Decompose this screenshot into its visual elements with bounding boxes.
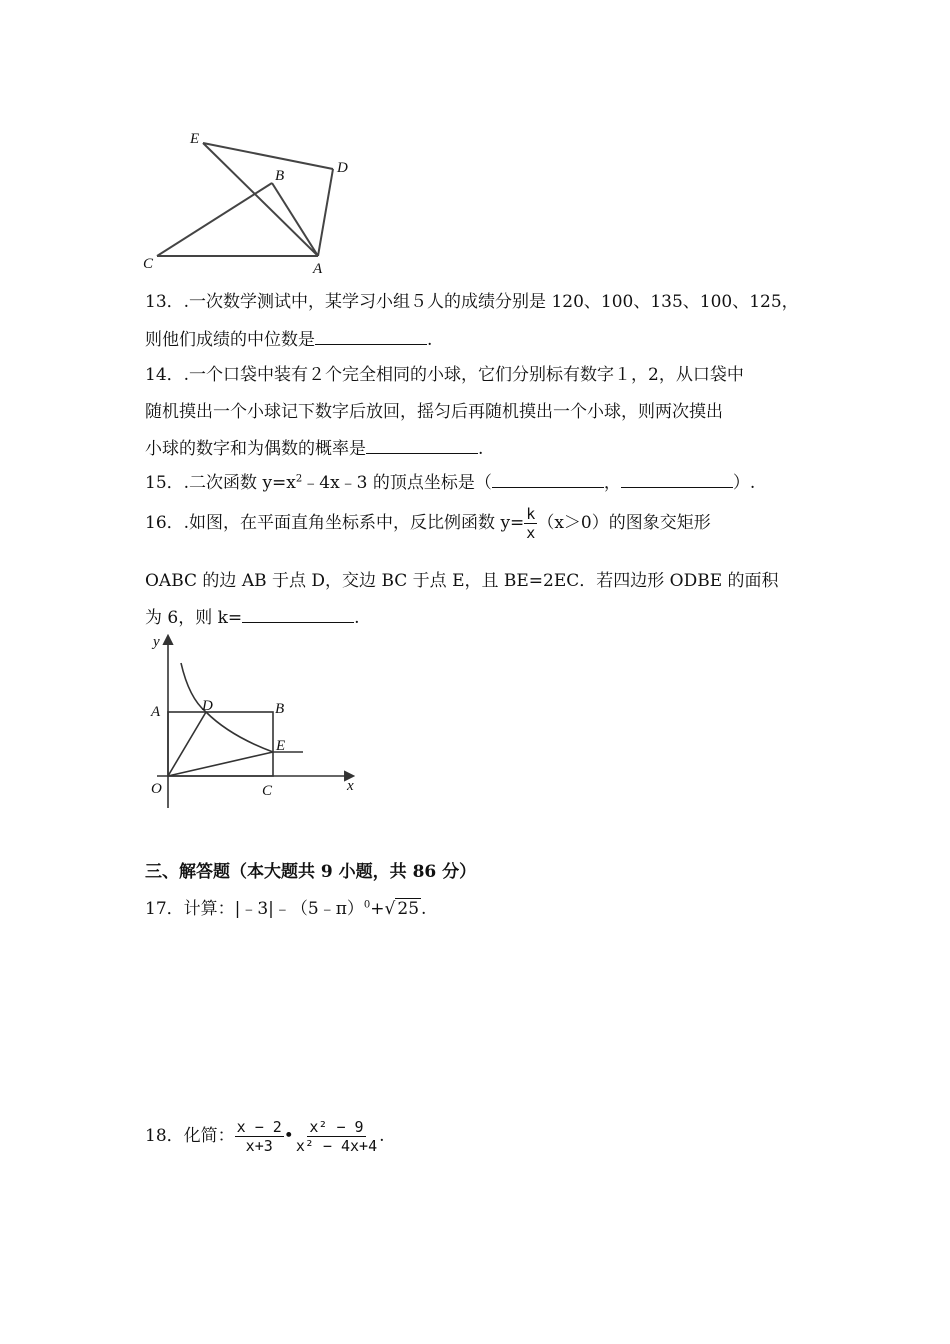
q13-answer-blank[interactable] — [315, 330, 427, 345]
rectangle-oabc — [168, 712, 273, 776]
label-e: E — [276, 738, 286, 754]
q15-answer-blank-x[interactable] — [492, 473, 604, 488]
label-d: D — [337, 160, 348, 176]
q18-dot: • — [283, 1126, 294, 1146]
q15-comma: ， — [603, 473, 621, 493]
q16-line3-suffix: . — [354, 608, 360, 628]
segment-ea — [203, 143, 318, 256]
q15-line — [145, 468, 755, 493]
segment-oe — [168, 752, 273, 776]
q14-line3-prefix: 小球的数字和为偶数的概率是 — [145, 439, 366, 459]
segment-ba — [272, 183, 318, 256]
segment-ed — [203, 143, 333, 169]
q13-line2-prefix: 则他们成绩的中位数是 — [145, 330, 315, 350]
q15-suffix: ）. — [732, 473, 756, 493]
segment-od — [168, 712, 206, 776]
q17-exponent: 0 — [363, 899, 371, 911]
label-c: C — [143, 256, 154, 272]
q18-frac2-denominator: x² − 4x+4 — [295, 1137, 378, 1155]
label-x-axis: x — [347, 778, 354, 794]
label-a: A — [151, 704, 161, 720]
q18-line — [145, 1118, 385, 1155]
q15-middle: ﹣4x﹣3 的顶点坐标是（ — [302, 473, 492, 493]
q18-frac1-numerator: x − 2 — [236, 1118, 282, 1136]
segment-cb — [157, 183, 272, 256]
q15-prefix: 15．.二次函数 y=x — [145, 473, 296, 493]
q16-suffix: （x＞0）的图象交矩形 — [537, 513, 711, 533]
q18-suffix: . — [379, 1126, 385, 1146]
q15-answer-blank-y[interactable] — [621, 473, 733, 488]
figure-coordinate-plane — [145, 628, 365, 813]
q14-line1: 14．.一个口袋中装有２个完全相同的小球，它们分别标有数字１，2，从口袋中 — [145, 365, 744, 385]
q13-line2 — [145, 325, 432, 350]
q17-radicand: 25 — [397, 899, 420, 919]
figure-triangles — [135, 125, 365, 275]
sqrt-icon: √ — [384, 899, 396, 919]
q18-fraction-1 — [235, 1118, 284, 1155]
q17-suffix: . — [421, 899, 427, 919]
q18-frac2-numerator: x² − 9 — [309, 1118, 364, 1136]
q17-plus: + — [370, 899, 385, 919]
q16-line3 — [145, 603, 360, 628]
q16-frac-numerator: k — [526, 505, 536, 523]
q16-line2: OABC 的边 AB 于点 D，交边 BC 于点 E，且 BE=2EC．若四边形 ODBE 的面积 — [145, 571, 779, 591]
q16-frac-denominator: x — [526, 524, 536, 542]
label-b: B — [275, 701, 285, 717]
q16-prefix: 16．.如图，在平面直角坐标系中，反比例函数 y= — [145, 513, 525, 533]
q16-answer-blank[interactable] — [242, 608, 354, 623]
label-a: A — [313, 261, 323, 275]
q13-line1: 13．.一次数学测试中，某学习小组５人的成绩分别是 120、100、135、100、125， — [145, 292, 799, 312]
label-c: C — [262, 783, 273, 799]
q15-exponent: 2 — [295, 473, 303, 485]
section-heading: 三、解答题（本大题共 9 小题，共 86 分） — [145, 862, 477, 882]
q17-prefix: 17．计算：|﹣3|﹣（5﹣π） — [145, 899, 364, 919]
q16-line3-prefix: 为 6，则 k= — [145, 608, 243, 628]
label-y-axis: y — [153, 634, 160, 650]
q18-frac1-denominator: x+3 — [245, 1137, 273, 1155]
q18-fraction-2 — [294, 1118, 379, 1155]
q13-line2-suffix: . — [427, 330, 433, 350]
label-e: E — [190, 131, 200, 147]
q14-line2: 随机摸出一个小球记下数字后放回，摇匀后再随机摸出一个小球，则两次摸出 — [145, 402, 723, 422]
q17-line — [145, 894, 426, 919]
label-o: O — [151, 781, 162, 797]
label-b: B — [275, 168, 285, 184]
label-d: D — [202, 698, 213, 714]
q16-fraction — [524, 505, 537, 542]
q18-prefix: 18．化简： — [145, 1126, 235, 1146]
q14-line3 — [145, 434, 483, 459]
q14-line3-suffix: . — [478, 439, 484, 459]
q14-answer-blank[interactable] — [366, 439, 478, 454]
q16-line1 — [145, 505, 711, 542]
segment-da — [318, 169, 333, 256]
